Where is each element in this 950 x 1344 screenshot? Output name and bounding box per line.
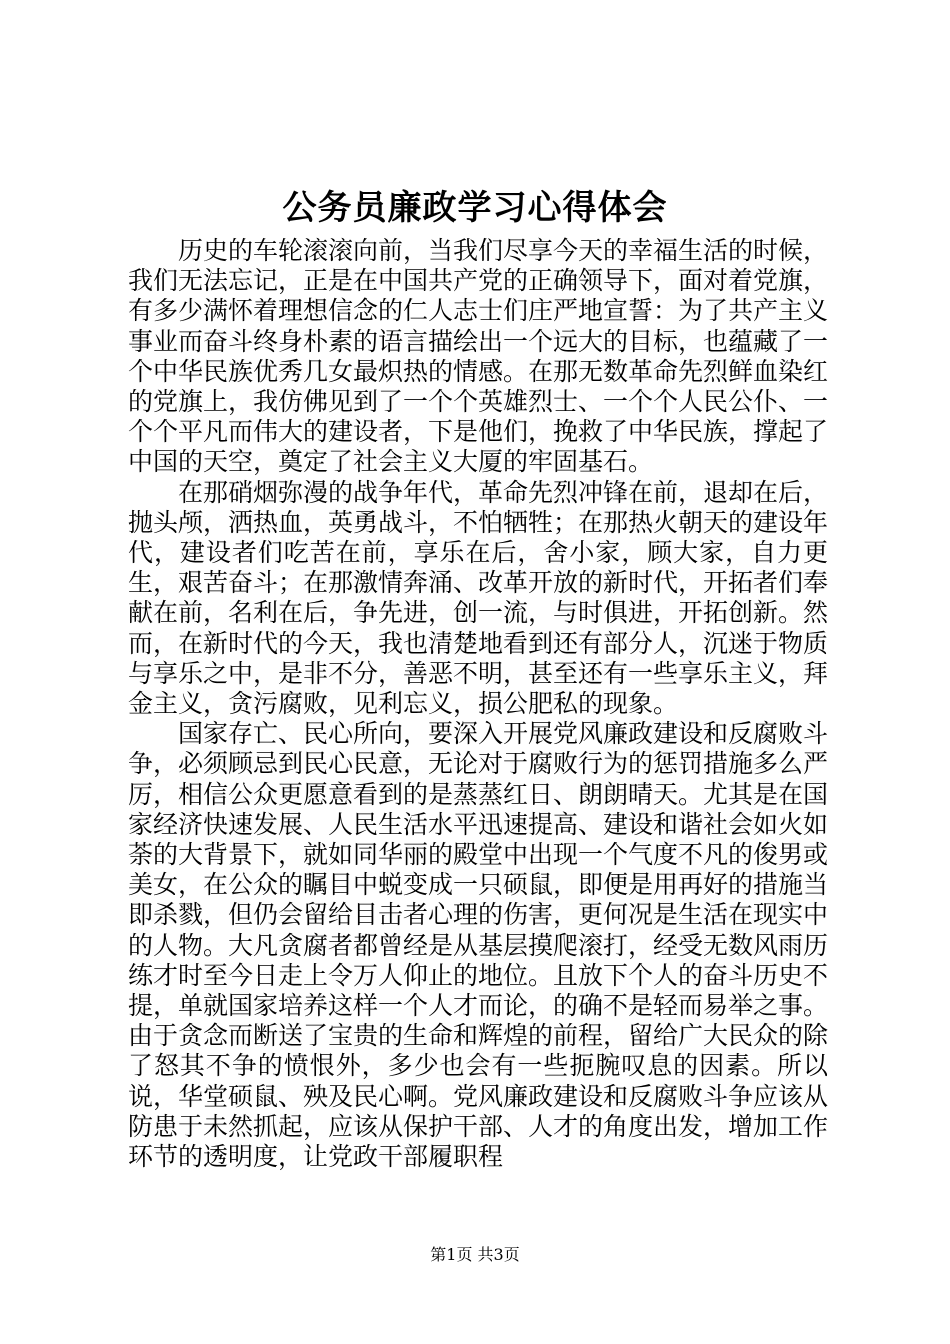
paragraph-3: 国家存亡、民心所向，要深入开展党风廉政建设和反腐败斗争，必须顾忌到民心民意，无论对于腐败行为的惩罚措施多么严厉，相信公众更愿意看到的是蒸蒸红日、朗朗晴天。尤其是在国家经济快速发展、人民生活水平迅速提高、建设和谐社会如火如荼的大背景下，就如同华丽的殿堂中出现一个气度不凡的俊男或美女，在公众的瞩目中蜕变成一只硕鼠，即便是用再好的措施当即杀戮，但仍会留给目击者心理的伤害，更何况是生活在现实中的人物。大凡贪腐者都曾经是从基层摸爬滚打，经受无数风雨历练才时至今日走上令万人仰止的地位。且放下个人的奋斗历史不提，单就国家培养这样一个人才而论，的确不是轻而易举之事。由于贪念而断送了宝贵的生命和辉煌的前程，留给广大民众的除了怒其不争的愤恨外，多少也会有一些扼腕叹息的因素。所以说，华堂硕鼠、殃及民心啊。党风廉政建设和反腐败斗争应该从防患于未然抓起，应该从保护干部、人才的角度出发，增加工作环节的透明度，让党政干部履职程: [128, 719, 829, 1172]
document-body: [128, 236, 828, 1172]
paragraph-1: 历史的车轮滚滚向前，当我们尽享今天的幸福生活的时候，我们无法忘记，正是在中国共产党的正确领导下，面对着党旗，有多少满怀着理想信念的仁人志士们庄严地宣誓：为了共产主义事业而奋斗终身朴素的语言描绘出一个远大的目标，也蕴藏了一个中华民族优秀几女最炽热的情感。在那无数革命先烈鲜血染红的党旗上，我仿佛见到了一个个英雄烈士、一个个人民公仆、一个个平凡而伟大的建设者，下是他们，挽救了中华民族，撑起了中国的天空，奠定了社会主义大厦的牢固基石。: [128, 236, 829, 477]
document-title: 公务员廉政学习心得体会: [282, 188, 668, 228]
paragraph-2: 在那硝烟弥漫的战争年代，革命先烈冲锋在前，退却在后，抛头颅，洒热血，英勇战斗，不怕牺牲；在那热火朝天的建设年代，建设者们吃苦在前，享乐在后，舍小家，顾大家，自力更生，艰苦奋斗；在那激情奔涌、改革开放的新时代，开拓者们奉献在前，名利在后，争先进，创一流，与时俱进，开拓创新。然而，在新时代的今天，我也清楚地看到还有部分人，沉迷于物质与享乐之中，是非不分，善恶不明，甚至还有一些享乐主义，拜金主义，贪污腐败，见利忘义，损公肥私的现象。: [128, 477, 829, 719]
page-number-footer: 第1页 共3页: [430, 1245, 520, 1264]
